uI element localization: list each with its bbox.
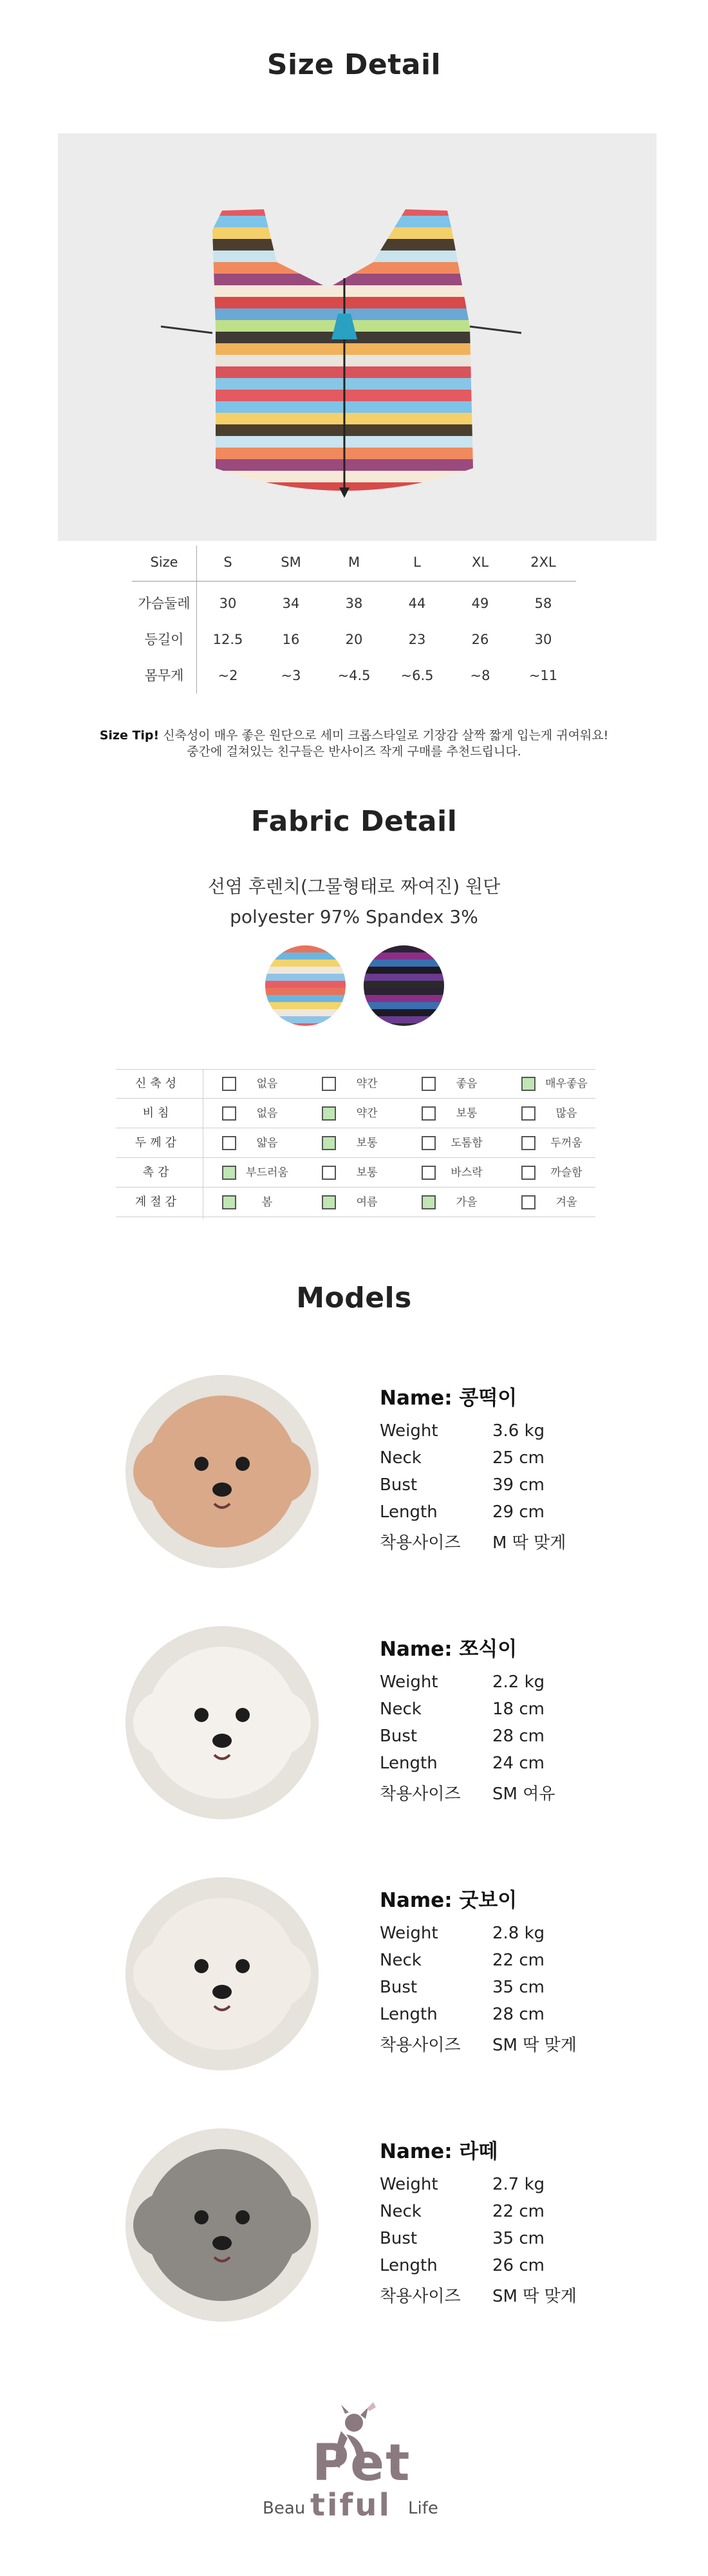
fabric-option-label: 보통 [356, 1166, 378, 1179]
size-cell: ~11 [528, 668, 558, 683]
model-photo [126, 1375, 319, 1568]
model-spec-label: Length [380, 1502, 438, 1522]
model-spec-label: 착용사이즈 [380, 2287, 461, 2306]
fabric-row [116, 1188, 595, 1217]
model-spec-value: 18 cm [492, 1700, 545, 1719]
model-spec-value: M 딱 맞게 [492, 1533, 566, 1553]
size-header-cell: L [413, 554, 421, 570]
fabric-option-label: 가을 [456, 1196, 478, 1209]
model-photo [126, 2128, 319, 2322]
model-spec-value: 2.2 kg [492, 1672, 545, 1692]
fabric-option-label: 여름 [356, 1196, 378, 1209]
model-name: Name: 라떼 [380, 2140, 498, 2163]
fabric-swatch-front [265, 945, 346, 1026]
fabric-option-label: 매우좋음 [545, 1077, 588, 1090]
model-spec-label: Weight [380, 1421, 438, 1441]
fabric-checkbox [222, 1136, 236, 1150]
fabric-swatch-back [364, 945, 444, 1026]
model-spec-value: 2.7 kg [492, 2175, 545, 2194]
size-cell: 23 [408, 632, 426, 647]
fabric-checkbox [422, 1106, 436, 1121]
size-cell: 30 [219, 596, 237, 611]
size-header-label: Size [150, 554, 178, 570]
logo-sub-mid: tiful [310, 2487, 391, 2523]
size-cell: ~6.5 [400, 668, 434, 683]
size-header-cell: 2XL [530, 554, 556, 570]
model-spec-label: Bust [380, 2229, 418, 2248]
fabric-checkbox [422, 1136, 436, 1150]
size-cell: 58 [534, 596, 552, 611]
size-cell: 16 [282, 632, 300, 647]
fabric-option-label: 보통 [456, 1107, 478, 1120]
model-spec-value: 28 cm [492, 1727, 545, 1746]
fabric-option-label: 바스락 [451, 1166, 483, 1179]
size-tip [0, 728, 708, 760]
fabric-detail-title: Fabric Detail [250, 805, 458, 838]
size-tip-label: Size Tip! [99, 728, 160, 743]
fabric-checkbox [222, 1077, 236, 1091]
model-name: Name: 콩떡이 [380, 1387, 517, 1410]
model-spec-value: SM 딱 맞게 [492, 2036, 577, 2055]
product-photo [58, 133, 657, 541]
model-spec-label: 착용사이즈 [380, 2036, 461, 2055]
model-spec-label: Neck [380, 2202, 422, 2221]
model-name: Name: 쪼식이 [380, 1638, 517, 1661]
model-spec-value: SM 여유 [492, 1785, 555, 1804]
model-spec-label: Length [380, 2005, 438, 2024]
fabric-row [116, 1128, 595, 1158]
fabric-checkbox [322, 1195, 336, 1209]
size-row-weight [132, 658, 576, 694]
model-spec-label: 착용사이즈 [380, 1785, 461, 1804]
model-spec-value: 22 cm [492, 2202, 545, 2221]
logo-sub-left: Beau [263, 2499, 306, 2518]
fabric-row-label: 비침 [142, 1106, 173, 1120]
model-photo [126, 1877, 319, 2070]
size-cell: 34 [282, 596, 300, 611]
dog-face-icon [126, 1626, 319, 1819]
fabric-checkbox [521, 1106, 536, 1121]
size-cell: 20 [345, 632, 363, 647]
model-spec-value: 3.6 kg [492, 1421, 545, 1441]
swatch-stripes-light [265, 945, 346, 1026]
fabric-option-label: 부드러움 [246, 1166, 288, 1179]
fabric-option-label: 까슬함 [550, 1166, 582, 1179]
model-spec-value: 29 cm [492, 1502, 545, 1522]
fabric-checkbox [322, 1136, 336, 1150]
model-spec-value: 35 cm [492, 2229, 545, 2248]
model-spec-value: SM 딱 맞게 [492, 2287, 577, 2306]
swatch-stripes-dark [364, 945, 444, 1026]
model-name: Name: 굿보이 [380, 1889, 517, 1912]
dog-face-icon [126, 1375, 319, 1568]
fabric-checkbox [422, 1077, 436, 1091]
logo-sub-right: Life [408, 2499, 438, 2518]
fabric-option-label: 겨울 [555, 1196, 577, 1209]
model-spec-label: Bust [380, 1978, 418, 1997]
size-tip-line2: 중간에 걸쳐있는 친구들은 반사이즈 작게 구매를 추천드립니다. [187, 744, 521, 759]
size-cell: 49 [471, 596, 489, 611]
size-row-label: 몸무게 [144, 668, 184, 683]
size-cell: 26 [471, 632, 489, 647]
size-cell: 38 [345, 596, 363, 611]
model-spec-value: 26 cm [492, 2256, 545, 2275]
size-row-label: 가슴둘레 [138, 596, 191, 611]
fabric-row [116, 1099, 595, 1128]
size-row-back-length [132, 621, 576, 658]
fabric-option-label: 없음 [256, 1107, 278, 1120]
fabric-row-label: 두께감 [135, 1136, 181, 1150]
model-spec-value: 35 cm [492, 1978, 545, 1997]
model-spec-label: Neck [380, 1951, 422, 1970]
fabric-composition: polyester 97% Spandex 3% [230, 906, 478, 927]
size-row-label: 등길이 [144, 632, 184, 647]
fabric-row [116, 1158, 595, 1188]
size-cell: 12.5 [212, 632, 243, 647]
fabric-checkbox [521, 1136, 536, 1150]
model-photo [126, 1626, 319, 1819]
size-header-cell: M [348, 554, 360, 570]
fabric-row-label: 계절감 [135, 1195, 181, 1209]
size-header-cell: S [223, 554, 232, 570]
model-spec-value: 25 cm [492, 1448, 545, 1468]
model-spec-label: Length [380, 1754, 438, 1773]
model-spec-label: Neck [380, 1700, 422, 1719]
size-cell: ~3 [281, 668, 301, 683]
fabric-option-label: 많음 [555, 1107, 577, 1120]
model-spec-label: Weight [380, 2175, 438, 2194]
fabric-row [116, 1069, 595, 1099]
fabric-option-label: 얇음 [256, 1137, 278, 1150]
model-spec-value: 28 cm [492, 2005, 545, 2024]
fabric-option-label: 좋음 [456, 1077, 478, 1090]
fabric-checkbox [422, 1195, 436, 1209]
model-spec-value: 2.8 kg [492, 1924, 545, 1943]
size-tip-line1: 신축성이 매우 좋은 원단으로 세미 크롭스타일로 기장감 살짝 짧게 입는게 귀여워요! [163, 728, 609, 743]
logo-main-text: Pet [312, 2434, 411, 2492]
model-spec-label: 착용사이즈 [380, 1533, 461, 1553]
striped-tank-top-image [58, 133, 657, 541]
fabric-description: 선염 후렌치(그물형태로 짜여진) 원단 [207, 876, 501, 897]
size-header-cell: SM [281, 554, 301, 570]
size-table-header [132, 544, 576, 580]
dog-face-icon [126, 1877, 319, 2070]
model-spec-label: Length [380, 2256, 438, 2275]
model-spec-label: Bust [380, 1475, 418, 1495]
model-spec-label: Weight [380, 1924, 438, 1943]
fabric-option-label: 약간 [356, 1107, 378, 1120]
size-cell: ~8 [470, 668, 490, 683]
fabric-checkbox [521, 1077, 536, 1091]
fabric-option-label: 도톰함 [451, 1137, 483, 1150]
model-spec-value: 39 cm [492, 1475, 545, 1495]
fabric-checkbox [322, 1077, 336, 1091]
fabric-option-label: 봄 [261, 1196, 273, 1209]
size-row-chest [132, 585, 576, 621]
model-spec-value: 24 cm [492, 1754, 545, 1773]
size-detail-title: Size Detail [266, 48, 442, 81]
fabric-row-label: 신축성 [135, 1077, 181, 1090]
model-spec-value: 22 cm [492, 1951, 545, 1970]
fabric-checkbox [222, 1166, 236, 1180]
fabric-option-label: 보통 [356, 1137, 378, 1150]
models-title: Models [296, 1282, 412, 1314]
fabric-checkbox [521, 1195, 536, 1209]
fabric-row-label: 촉감 [142, 1166, 173, 1179]
size-header-cell: XL [471, 554, 489, 570]
size-cell: 30 [534, 632, 552, 647]
fabric-option-label: 없음 [256, 1077, 278, 1090]
model-spec-label: Weight [380, 1672, 438, 1692]
fabric-checkbox [322, 1106, 336, 1121]
fabric-checkbox [521, 1166, 536, 1180]
model-spec-label: Neck [380, 1448, 422, 1468]
dog-face-icon [126, 2128, 319, 2322]
fabric-option-label: 약간 [356, 1077, 378, 1090]
fabric-checkbox [222, 1106, 236, 1121]
model-spec-label: Bust [380, 1727, 418, 1746]
size-cell: 44 [408, 596, 426, 611]
fabric-option-label: 두꺼움 [550, 1137, 582, 1150]
fabric-checkbox [322, 1166, 336, 1180]
size-cell: ~2 [218, 668, 238, 683]
fabric-checkbox [222, 1195, 236, 1209]
size-cell: ~4.5 [337, 668, 371, 683]
fabric-checkbox [422, 1166, 436, 1180]
